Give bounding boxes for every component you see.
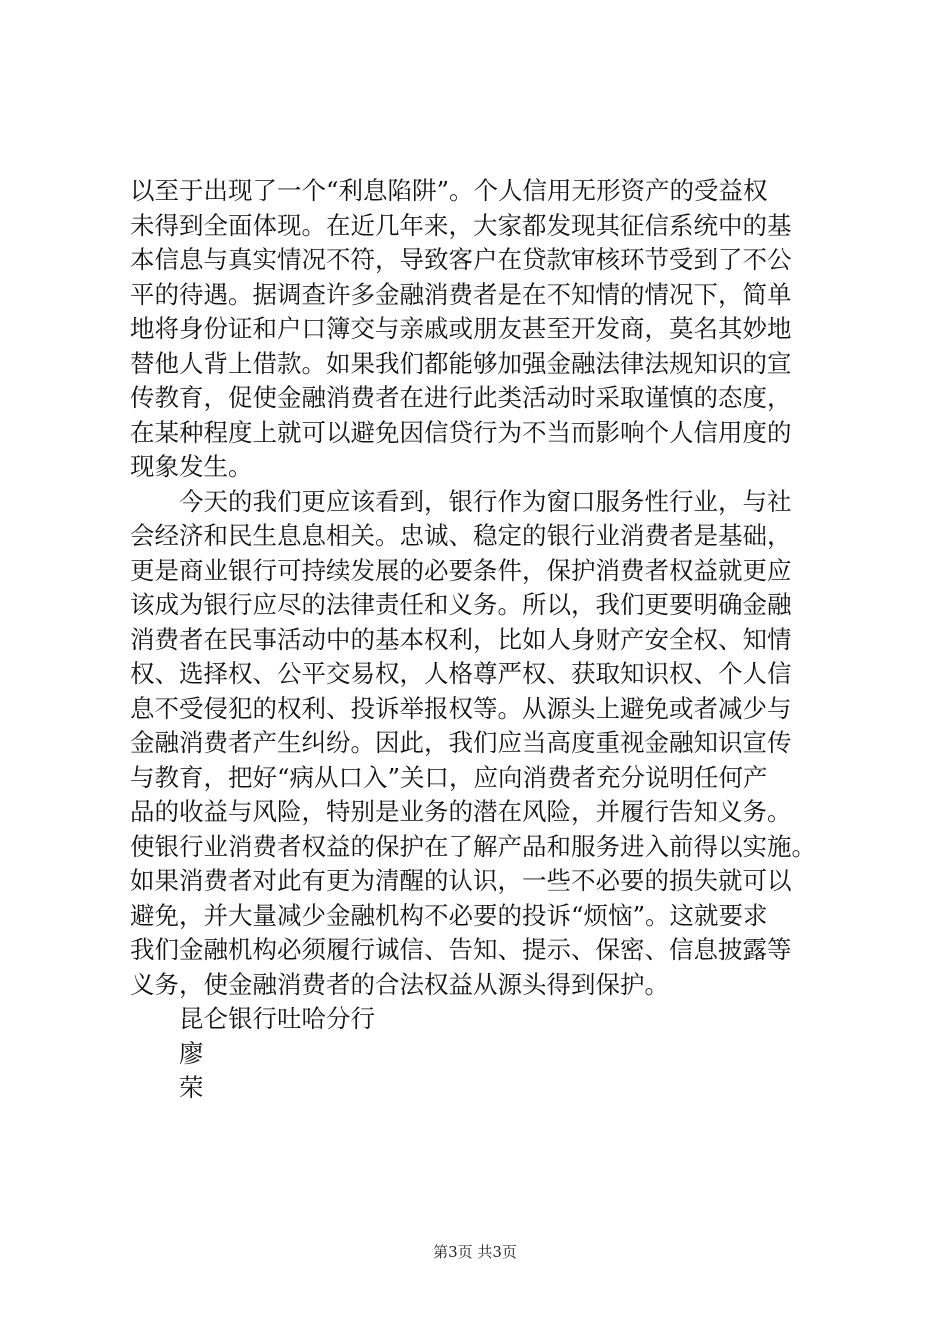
text-line: 昆仑银行吐哈分行 xyxy=(179,1004,375,1033)
text-line: 平的待遇。据调查许多金融消费者是在不知情的情况下，简单 xyxy=(130,279,792,309)
text-line: 该成为银行应尽的法律责任和义务。所以，我们更要明确金融 xyxy=(130,590,792,619)
text-line: 金融消费者产生纠纷。因此，我们应当高度重视金融知识宣传 xyxy=(130,728,792,757)
document-body xyxy=(130,174,830,1106)
text-line: 避免，并大量减少金融机构不必要的投诉“烦恼”。这就要求 xyxy=(130,900,768,930)
text-line: 更是商业银行可持续发展的必要条件，保护消费者权益就更应 xyxy=(130,555,792,585)
text-line: 权、选择权、公平交易权，人格尊严权、获取知识权、个人信 xyxy=(130,659,792,688)
text-line: 荣 xyxy=(179,1073,204,1102)
text-line: 未得到全面体现。在近几年来，大家都发现其征信系统中的基 xyxy=(130,210,792,240)
text-line: 今天的我们更应该看到，银行作为窗口服务性行业，与社 xyxy=(179,486,792,516)
page-footer: 第3页 共3页 xyxy=(433,1243,517,1261)
text-line: 品的收益与风险，特别是业务的潜在风险，并履行告知义务。 xyxy=(130,797,792,826)
text-line: 使银行业消费者权益的保护在了解产品和服务进入前得以实施。 xyxy=(130,831,816,861)
text-line: 与教育，把好“病从口入”关口，应向消费者充分说明任何产 xyxy=(130,762,768,792)
text-line: 替他人背上借款。如果我们都能够加强金融法律法规知识的宣 xyxy=(130,348,792,378)
text-line: 在某种程度上就可以避免因信贷行为不当而影响个人信用度的 xyxy=(130,417,792,447)
text-line: 息不受侵犯的权利、投诉举报权等。从源头上避免或者减少与 xyxy=(130,693,792,723)
text-line: 传教育，促使金融消费者在进行此类活动时采取谨慎的态度， xyxy=(130,383,792,412)
text-line: 如果消费者对此有更为清醒的认识，一些不必要的损失就可以 xyxy=(130,866,792,895)
text-line: 地将身份证和户口簿交与亲戚或朋友甚至开发商，莫名其妙地 xyxy=(130,314,792,343)
text-line: 消费者在民事活动中的基本权利，比如人身财产安全权、知情 xyxy=(130,624,792,654)
text-line: 义务，使金融消费者的合法权益从源头得到保护。 xyxy=(130,969,669,999)
text-line: 我们金融机构必须履行诚信、告知、提示、保密、信息披露等 xyxy=(130,935,792,964)
text-line: 廖 xyxy=(179,1038,204,1068)
text-line: 以至于出现了一个“利息陷阱”。个人信用无形资产的受益权 xyxy=(130,176,768,205)
text-line: 本信息与真实情况不符，导致客户在贷款审核环节受到了不公 xyxy=(130,245,792,274)
text-line: 现象发生。 xyxy=(130,452,253,481)
text-line: 会经济和民生息息相关。忠诚、稳定的银行业消费者是基础， xyxy=(130,521,792,550)
